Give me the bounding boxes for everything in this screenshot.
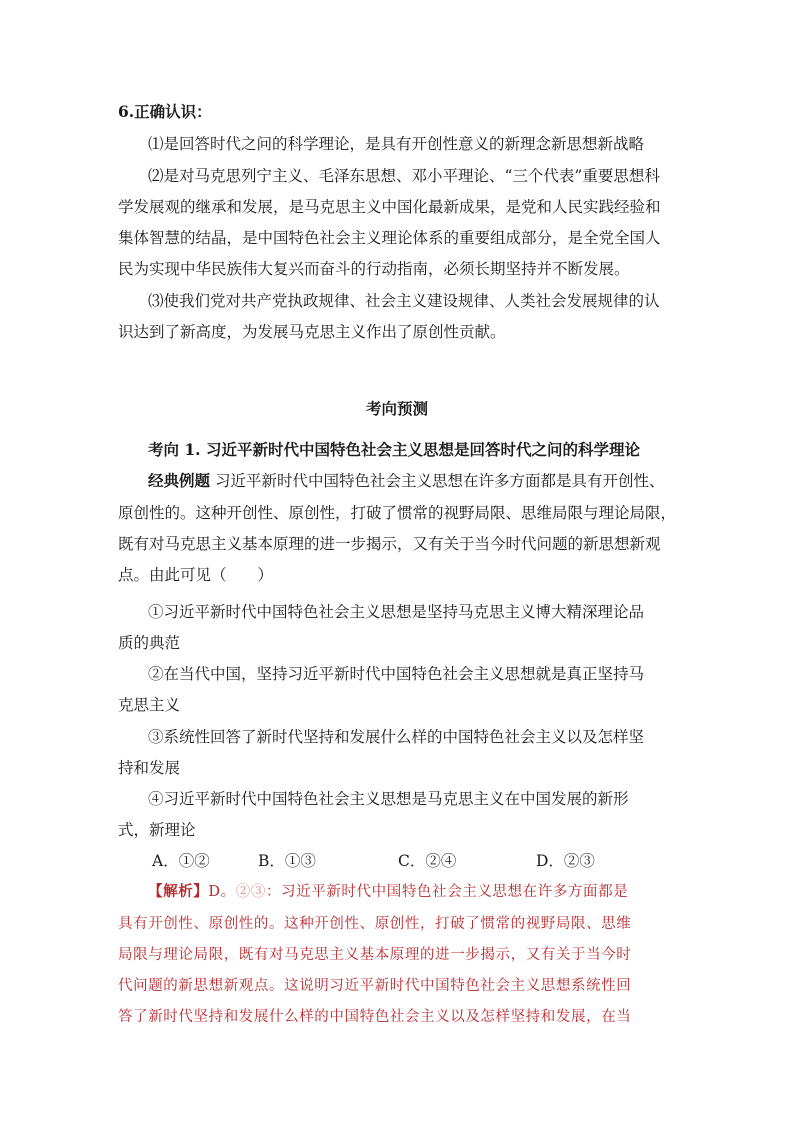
item-2-line-1: ②在当代中国，坚持习近平新时代中国特色社会主义思想就是真正坚持马 <box>148 665 645 683</box>
item-3-line-1: ③系统性回答了新时代坚持和发展什么样的中国特色社会主义以及怎样坚 <box>148 728 645 746</box>
analysis-line-3: 局限与理论局限，既有对马克思主义基本原理的进一步揭示，又有关于当今时 <box>118 947 632 963</box>
analysis-text: ：习近平新时代中国特色社会主义思想在许多方面都是 <box>265 884 629 900</box>
section-heading: 6.正确认识： <box>118 102 212 121</box>
direction-1-heading: 考向 1. 习近平新时代中国特色社会主义思想是回答时代之问的科学理论 <box>148 440 640 459</box>
example-line-3: 既有对马克思主义基本原理的进一步揭示，又有关于当今时代问题的新思想新观 <box>118 535 661 553</box>
analysis-line-2: 具有开创性、原创性的。这种开创性、原创性，打破了惯常的视野局限、思维 <box>118 916 632 932</box>
item-1-line-2: 质的典范 <box>118 634 181 652</box>
point-2-line-2: 学发展观的继承和发展，是马克思主义中国化最新成果，是党和人民实践经验和 <box>118 198 661 216</box>
item-3-line-2: 持和发展 <box>118 759 181 777</box>
point-3-line-2: 识达到了新高度，为发展马克思主义作出了原创性贡献。 <box>118 323 506 341</box>
item-2-line-2: 克思主义 <box>118 696 181 714</box>
option-a: A．①② <box>152 852 210 870</box>
example-line-4: 点。由此可见（ ） <box>118 566 274 584</box>
analysis-line-1 <box>148 882 628 902</box>
example-text: 习近平新时代中国特色社会主义思想在许多方面都是具有开创性、 <box>214 472 665 490</box>
point-2-line-4: 民为实现中华民族伟大复兴而奋斗的行动指南，必须长期坚持并不断发展。 <box>118 260 630 278</box>
option-d: D．②③ <box>536 852 595 870</box>
analysis-answer-marks: ②③ <box>235 884 266 900</box>
point-3-line-1: ⑶使我们党对共产党执政规律、社会主义建设规律、人类社会发展规律的认 <box>148 292 660 310</box>
point-2-line-1: ⑵是对马克思列宁主义、毛泽东思想、邓小平理论、“三个代表”重要思想科 <box>148 167 660 185</box>
analysis-answer: D。 <box>208 884 236 900</box>
point-1: ⑴是回答时代之问的科学理论，是具有开创性意义的新理念新思想新战略 <box>148 135 645 153</box>
item-4-line-1: ④习近平新时代中国特色社会主义思想是马克思主义在中国发展的新形 <box>148 790 629 808</box>
option-b: B．①③ <box>258 852 316 870</box>
item-1-line-1: ①习近平新时代中国特色社会主义思想是坚持马克思主义博大精深理论品 <box>148 603 645 621</box>
analysis-label: 【解析】 <box>148 883 209 900</box>
option-c: C．②④ <box>398 852 457 870</box>
analysis-line-4: 代问题的新思想新观点。这说明习近平新时代中国特色社会主义思想系统性回 <box>118 978 632 994</box>
example-line-1 <box>148 471 664 491</box>
point-2-line-3: 集体智慧的结晶，是中国特色社会主义理论体系的重要组成部分，是全党全国人 <box>118 229 661 247</box>
forecast-title: 考向预测 <box>365 399 428 418</box>
analysis-line-5: 答了新时代坚持和发展什么样的中国特色社会主义以及怎样坚持和发展，在当 <box>118 1009 632 1025</box>
item-4-line-2: 式，新理论 <box>118 821 196 839</box>
example-line-2: 原创性的。这种开创性、原创性，打破了惯常的视野局限、思维局限与理论局限， <box>118 504 677 522</box>
example-label: 经典例题 <box>148 471 211 490</box>
